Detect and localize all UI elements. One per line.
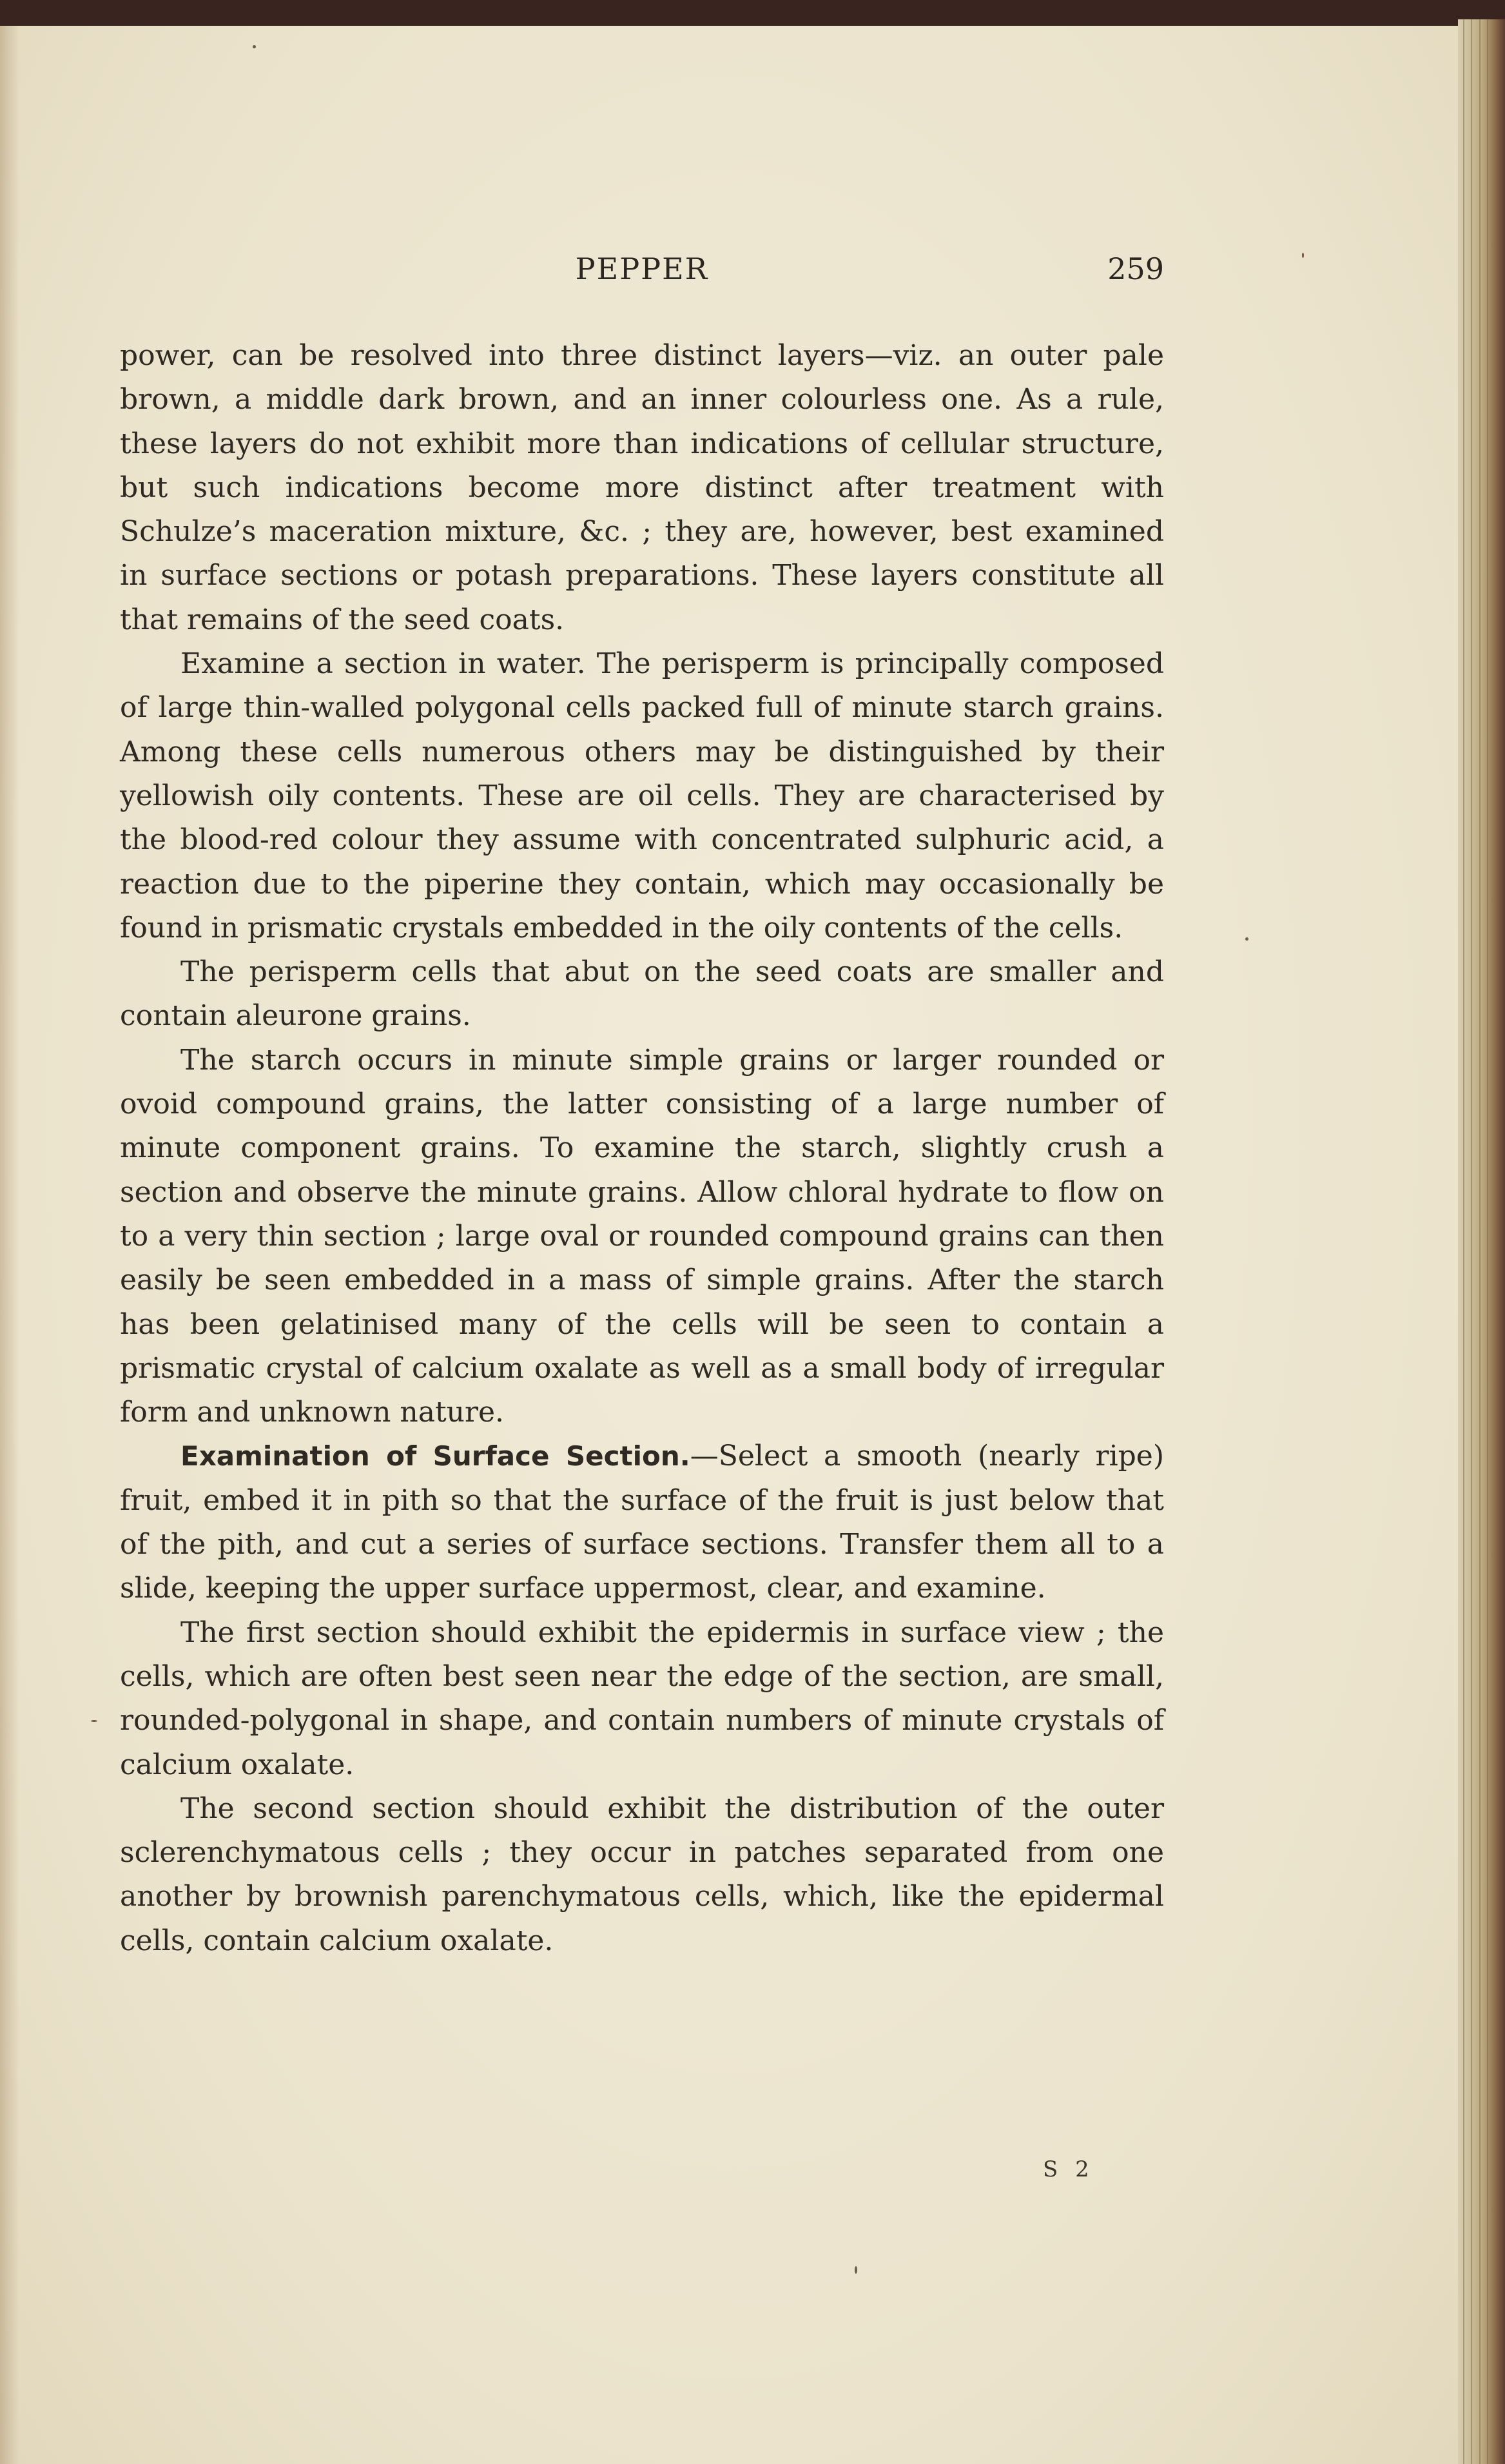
page-edge-line [1471, 19, 1472, 2464]
paper-speck [1245, 937, 1248, 941]
book-page [0, 26, 1463, 2464]
paragraph-perisperm: Examine a section in water. The perisperm is principally composed of large thin-walled polygonal cells packed full of minute starch grains. Among these cells numerous others may be distinguished by their yellowish oily contents. These are oil cells. They are characterised by the blood-red colour they assume with concentrated sulphuric acid, a reaction due to the piperine they contain, which may occasionally be found in prismatic crystals embedded in the oily contents of the cells. [120, 647, 1164, 944]
paragraph-continued: power, can be resolved into three distinct layers—viz. an outer pale brown, a middle dark brown, and an inner colourless one. As a rule, these layers do not exhibit more than indications of cellular structure, but such indications become more distinct after treatment with Schulze’s maceration mixture, &c. ; they are, however, best examined in surface sections or potash preparations. These layers constitute all that remains of the seed coats. [120, 339, 1164, 636]
paper-speck [91, 1720, 97, 1722]
running-header [120, 251, 1164, 303]
paragraph-aleurone: The perisperm cells that abut on the seed coats are smaller and contain aleurone grains. [120, 955, 1164, 1033]
paper-speck [1302, 253, 1304, 258]
paragraph-starch: The starch occurs in minute simple grains or larger rounded or ovoid compound grains, the latter consisting of a large number of minute component grains. To examine the starch, slightly crush a section and observe the minute grains. Allow chloral hydrate to flow on to a very thin section ; large oval or rounded compound grains can then easily be seen embedded in a mass of simple grains. After the starch has been gelatinised many of the cells will be seen to contain a prismatic crystal of calcium oxalate as well as a small body of irregular form and unknown nature. [120, 1043, 1164, 1429]
paragraph-first-section: The first section should exhibit the epidermis in surface view ; the cells, which are often best seen near the edge of the section, are small, rounded-polygonal in shape, and contain numbers of minute crystals of calcium oxalate. [120, 1616, 1164, 1781]
paragraph-second-section: The second section should exhibit the distribution of the outer sclerenchymatous cells ; they occur in patches separated from one another by brownish parenchymatous cells, which, like the epidermal cells, contain calcium oxalate. [120, 1792, 1164, 1957]
body-text [120, 334, 1164, 1963]
page-edge-stack [1458, 19, 1505, 2464]
page-edge-line [1479, 19, 1481, 2464]
paragraph-surface-section [120, 1434, 1164, 1610]
paper-speck [855, 2266, 857, 2274]
page-edge-line [1487, 19, 1488, 2464]
paper-speck [253, 45, 256, 48]
section-body: —Select a smooth (nearly ripe) fruit, embed it in pith so that the surface of the fruit is just below that of the pith, and cut a series of surface sections. Transfer them all to a slide, keeping the upper surface uppermost, clear, and examine. [120, 1440, 1165, 1605]
running-title: PEPPER [575, 251, 709, 286]
page-edge-line [1463, 19, 1464, 2464]
signature-mark: S 2 [1043, 2156, 1094, 2182]
page-number: 259 [1107, 251, 1164, 286]
section-heading: Examination of Surface Section. [180, 1440, 690, 1472]
page-gutter-shading [0, 26, 19, 2464]
